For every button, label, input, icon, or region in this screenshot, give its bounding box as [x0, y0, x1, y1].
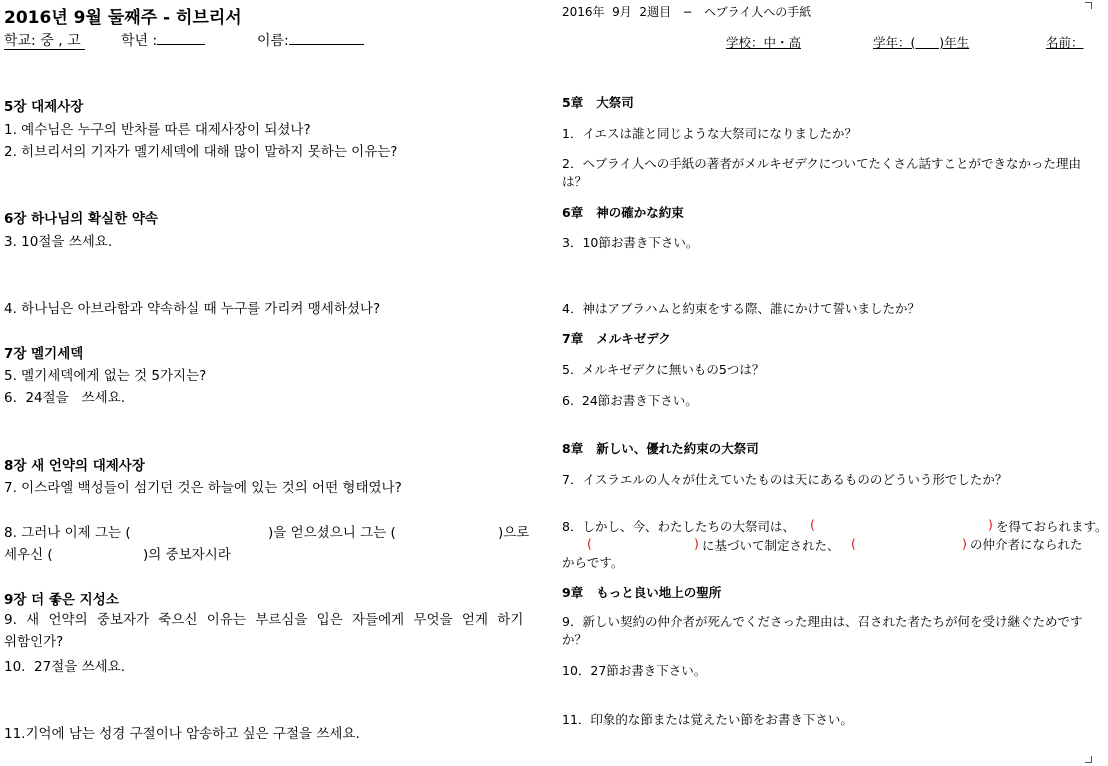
korean-q8-part-a: 8. 그러나 이제 그는 ( — [4, 525, 131, 541]
korean-question-8-line1 — [4, 521, 131, 541]
korean-question-4: 4. 하나님은 아브라함과 약속하실 때 누구를 가리켜 맹세하셨나? — [4, 301, 381, 317]
japanese-q8-part-a: 8．しかし、今、わたしたちの大祭司は、 — [562, 519, 795, 534]
japanese-q8-part-d: の仲介者になられたからです。 — [562, 537, 1083, 570]
korean-q8-part-c: )으로 — [498, 525, 530, 541]
japanese-ch5-heading: 5章 大祭司 — [562, 95, 634, 110]
korean-ch8-heading: 8장 새 언약의 대제사장 — [4, 458, 145, 474]
japanese-question-2: 2．ヘブライ人への手紙の著者がメルキゼデクについてたくさん話すことができなかった理由は？ — [562, 156, 1081, 189]
korean-ch9-heading: 9장 더 좋은 지성소 — [4, 592, 119, 608]
japanese-q8-part-b: を得ておられます。 — [996, 519, 1108, 534]
korean-question-6: 6. 24절을 쓰세요. — [4, 390, 126, 406]
korean-ch7-heading: 7장 멜기세덱 — [4, 346, 84, 362]
korean-question-5: 5. 멜기세덱에게 없는 것 5가지는? — [4, 368, 207, 384]
page-corner-mark — [1085, 2, 1092, 9]
japanese-q8-part-c: に基づいて制定された、 — [702, 538, 840, 553]
japanese-q8-paren-close-3: ) — [962, 536, 967, 551]
korean-question-3: 3. 10절을 쓰세요. — [4, 234, 113, 250]
japanese-ch8-heading: 8章 新しい、優れた約束の大祭司 — [562, 441, 759, 456]
japanese-name-label: 名前： — [1046, 35, 1084, 50]
japanese-question-7: 7．イスラエルの人々が仕えていたものは天にあるもののどういう形でしたか？ — [562, 472, 1008, 487]
japanese-q8-paren-close-2: ) — [694, 536, 699, 551]
korean-q8-part-d: 세우신 ( — [4, 547, 53, 563]
japanese-question-4: 4．神はアブラハムと約束をする際、誰にかけて誓いましたか？ — [562, 301, 920, 316]
japanese-question-3: 3．10節お書き下さい。 — [562, 235, 699, 250]
japanese-ch6-heading: 6章 神の確かな約束 — [562, 205, 684, 220]
korean-question-2: 2. 히브리서의 기자가 멜기세덱에 대해 많이 말하지 못하는 이유는? — [4, 144, 398, 160]
korean-name-field — [257, 30, 364, 50]
korean-q8-part-b: )을 얻으셨으니 그는 ( — [268, 525, 396, 541]
japanese-q8-paren-open-2: ( — [587, 536, 592, 551]
japanese-q8-paren-open-3: ( — [851, 536, 856, 551]
korean-name-label: 이름: — [257, 33, 289, 49]
japanese-question-9: 9．新しい契約の仲介者が死んでくださった理由は、召された者たちが何を受け継ぐためですか？ — [562, 614, 1083, 647]
japanese-ch9-heading: 9章 もっと良い地上の聖所 — [562, 585, 722, 600]
korean-ch5-heading: 5장 대제사장 — [4, 99, 84, 115]
korean-grade-label: 학년 : — [121, 33, 158, 49]
korean-ch6-heading: 6장 하나님의 확실한 약속 — [4, 211, 158, 227]
japanese-question-10: 10．27節お書き下さい。 — [562, 663, 707, 678]
japanese-question-5: 5. メルキゼデクに無いもの5つは？ — [562, 362, 765, 377]
korean-grade-field — [121, 30, 205, 50]
korean-q8-part-e: )의 중보자시라 — [143, 547, 231, 563]
korean-school-label: 학교: 중 , 고 — [4, 33, 85, 50]
korean-grade-blank — [157, 32, 205, 45]
japanese-question-11: 11．印象的な節または覚えたい節をお書き下さい。 — [562, 712, 853, 727]
japanese-title: 2016年 9月 2週目 − ヘブライ人への手紙 — [562, 5, 812, 19]
korean-question-10: 10. 27절을 쓰세요. — [4, 659, 126, 675]
japanese-question-6: 6. 24節お書き下さい。 — [562, 393, 698, 408]
japanese-question-1: 1．イエスは誰と同じような大祭司になりましたか？ — [562, 126, 857, 141]
korean-question-11: 11.기억에 남는 성경 구절이나 암송하고 싶은 구절을 쓰세요. — [4, 726, 360, 742]
japanese-school-label: 学校：中・高 — [726, 35, 802, 50]
korean-name-blank — [289, 32, 364, 45]
japanese-ch7-heading: 7章 メルキゼデク — [562, 331, 671, 346]
japanese-q8-paren-close-1: ) — [988, 517, 993, 532]
korean-question-1: 1. 예수님은 누구의 반차를 따른 대제사장이 되셨나? — [4, 122, 311, 138]
korean-question-7: 7. 이스라엘 백성들이 섬기던 것은 하늘에 있는 것의 어떤 형태였나? — [4, 480, 402, 496]
korean-question-9: 9. 새 언약의 중보자가 죽으신 이유는 부르심을 입은 자들에게 무엇을 얻게 하기 위함인가? — [4, 612, 524, 650]
japanese-grade-label: 学年：( )年生 — [873, 35, 970, 50]
japanese-q8-paren-open-1: ( — [810, 517, 815, 532]
korean-title: 2016년 9월 둘째주 - 히브리서 — [4, 8, 242, 28]
page-corner-mark — [1085, 756, 1092, 763]
korean-school-field — [4, 30, 85, 50]
